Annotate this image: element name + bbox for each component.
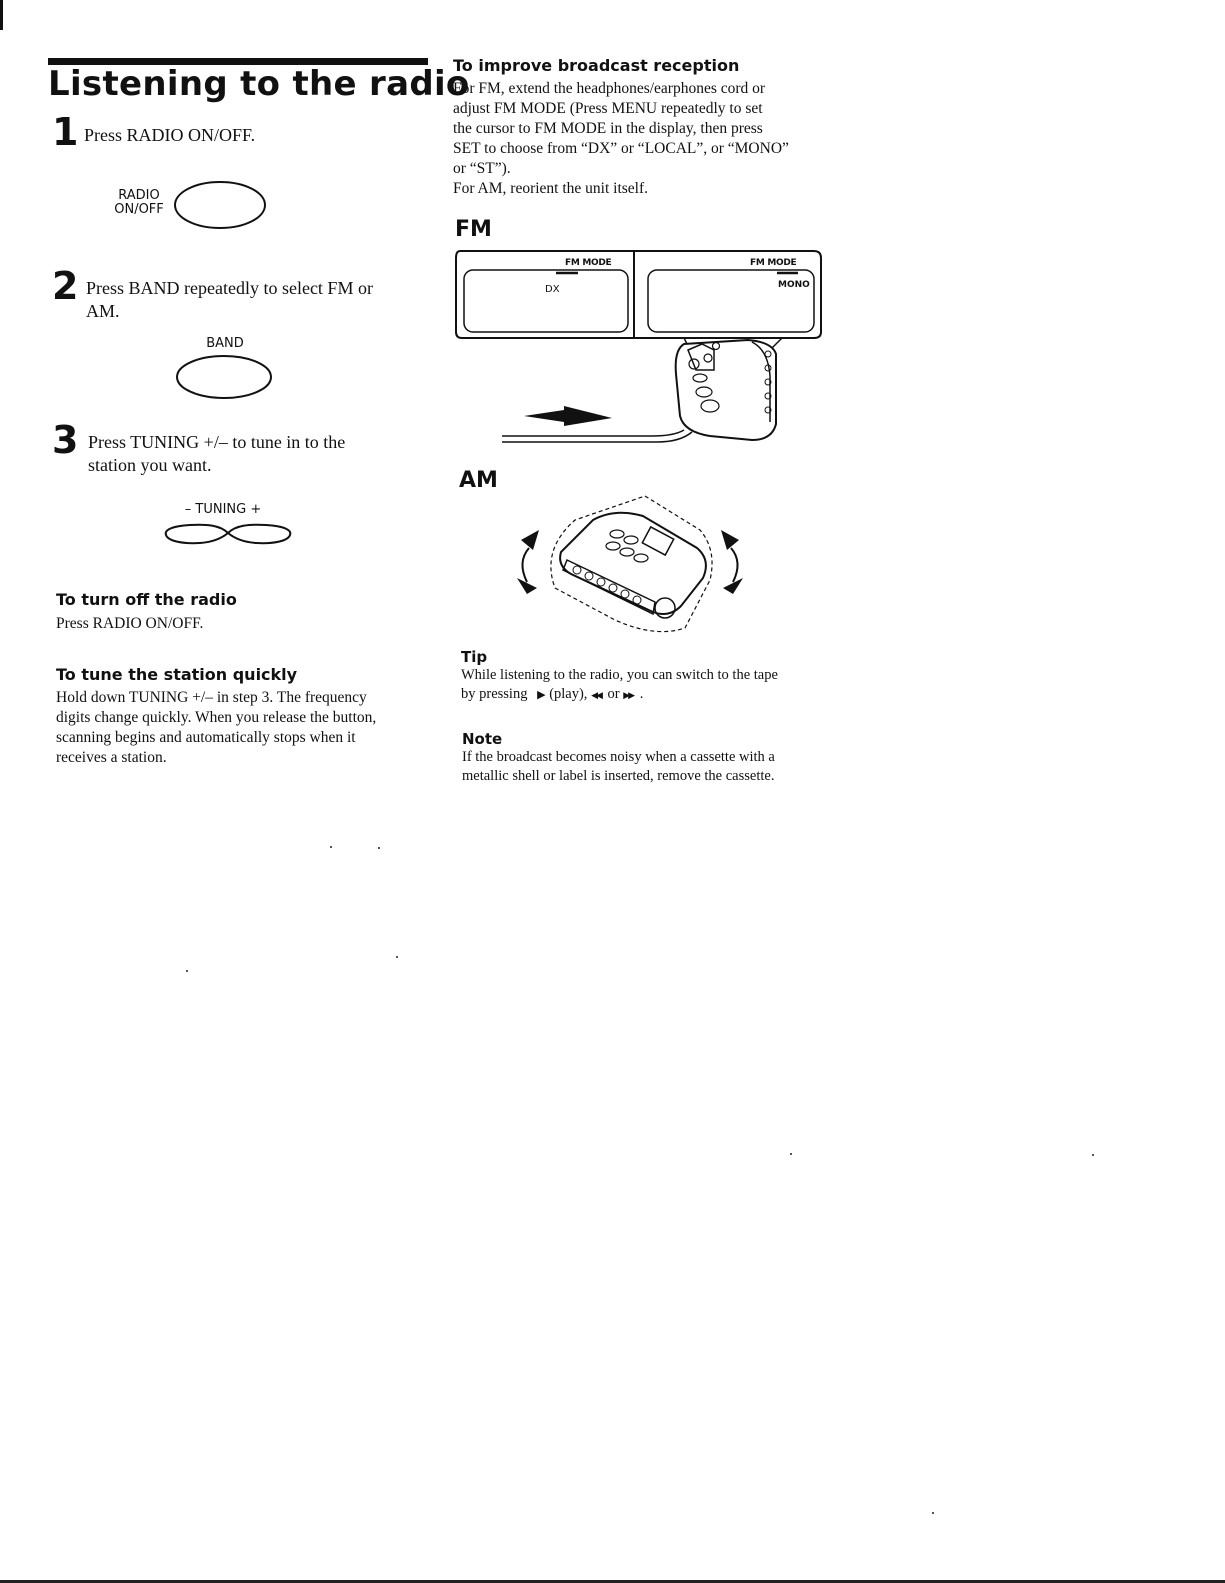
scan-speck [790, 1153, 792, 1155]
oval-button-icon [172, 352, 276, 402]
step-3-line2: station you want. [88, 455, 212, 475]
tuning-label: – TUNING + [184, 502, 262, 517]
tip-or-text: or [607, 686, 620, 702]
scan-speck [932, 1512, 934, 1514]
step-2-line1: Press BAND repeatedly to select FM or [86, 278, 373, 298]
improve-line5: or “ST”). [453, 160, 511, 177]
scan-speck [378, 847, 380, 849]
step-1-number: 1 [52, 110, 79, 154]
fm-heading: FM [455, 217, 492, 242]
scan-speck [330, 846, 332, 848]
scan-speck [1092, 1154, 1094, 1156]
tip-play-text: (play), [549, 686, 588, 702]
note-line2: metallic shell or label is inserted, remove the cassette. [462, 768, 775, 784]
tip-body [461, 666, 778, 706]
tune-quickly-line3: scanning begins and automatically stops when it [56, 729, 356, 746]
note-body [462, 748, 775, 786]
fm-mode-label-right: FM MODE [750, 258, 797, 268]
improve-line6: For AM, reorient the unit itself. [453, 180, 649, 197]
radio-label-line2: ON/OFF [114, 202, 164, 217]
step-2-text [86, 277, 373, 323]
turn-off-body: Press RADIO ON/OFF. [56, 615, 204, 632]
improve-line1: For FM, extend the headphones/earphones cord or [453, 80, 766, 97]
play-icon: ▶ [537, 688, 546, 701]
tune-quickly-body [56, 688, 376, 768]
step-2-line2: AM. [86, 301, 120, 321]
improve-line4: SET to choose from “DX” or “LOCAL”, or “MONO” [453, 140, 789, 157]
scan-speck [396, 956, 398, 958]
radio-onoff-label [110, 189, 168, 217]
page-title: Listening to the radio [48, 64, 470, 104]
tune-quickly-line4: receives a station. [56, 749, 167, 766]
tip-line1: While listening to the radio, you can switch to the tape [461, 667, 778, 683]
improve-line3: the cursor to FM MODE in the display, then press [453, 120, 763, 137]
fm-value-dx: DX [545, 284, 560, 295]
scan-edge-mark [0, 0, 3, 30]
scan-speck [186, 970, 188, 972]
improve-heading: To improve broadcast reception [453, 56, 740, 75]
fast-forward-icon: ▶▶ [623, 691, 634, 701]
band-label: BAND [206, 336, 244, 351]
tune-quickly-line2: digits change quickly. When you release the button, [56, 709, 377, 726]
tip-line2-start: by pressing [461, 686, 528, 702]
improve-line2: adjust FM MODE (Press MENU repeatedly to set [453, 100, 763, 117]
note-line1: If the broadcast becomes noisy when a cassette with a [462, 749, 775, 765]
step-3-line1: Press TUNING +/– to tune in to the [88, 432, 346, 452]
double-oval-button-icon [160, 518, 296, 550]
radio-label-line1: RADIO [118, 188, 160, 203]
tip-end: . [639, 686, 644, 702]
fm-illustration [452, 246, 827, 446]
tip-heading: Tip [461, 648, 488, 666]
step-1-text: Press RADIO ON/OFF. [84, 125, 256, 145]
oval-button-icon [172, 178, 270, 232]
tip-line2 [461, 685, 778, 706]
fm-mode-label-left: FM MODE [565, 258, 612, 268]
fm-value-mono: MONO [778, 280, 810, 290]
step-3-number: 3 [52, 418, 79, 462]
turn-off-heading: To turn off the radio [56, 590, 237, 609]
step-3-text [88, 431, 345, 477]
tune-quickly-line1: Hold down TUNING +/– in step 3. The frequency [56, 689, 367, 706]
improve-body [453, 79, 789, 199]
tune-quickly-heading: To tune the station quickly [56, 665, 298, 684]
am-illustration [505, 490, 755, 635]
note-heading: Note [462, 730, 503, 748]
rewind-icon: ◀◀ [591, 691, 601, 701]
am-heading: AM [459, 468, 498, 493]
step-2-number: 2 [52, 264, 79, 308]
